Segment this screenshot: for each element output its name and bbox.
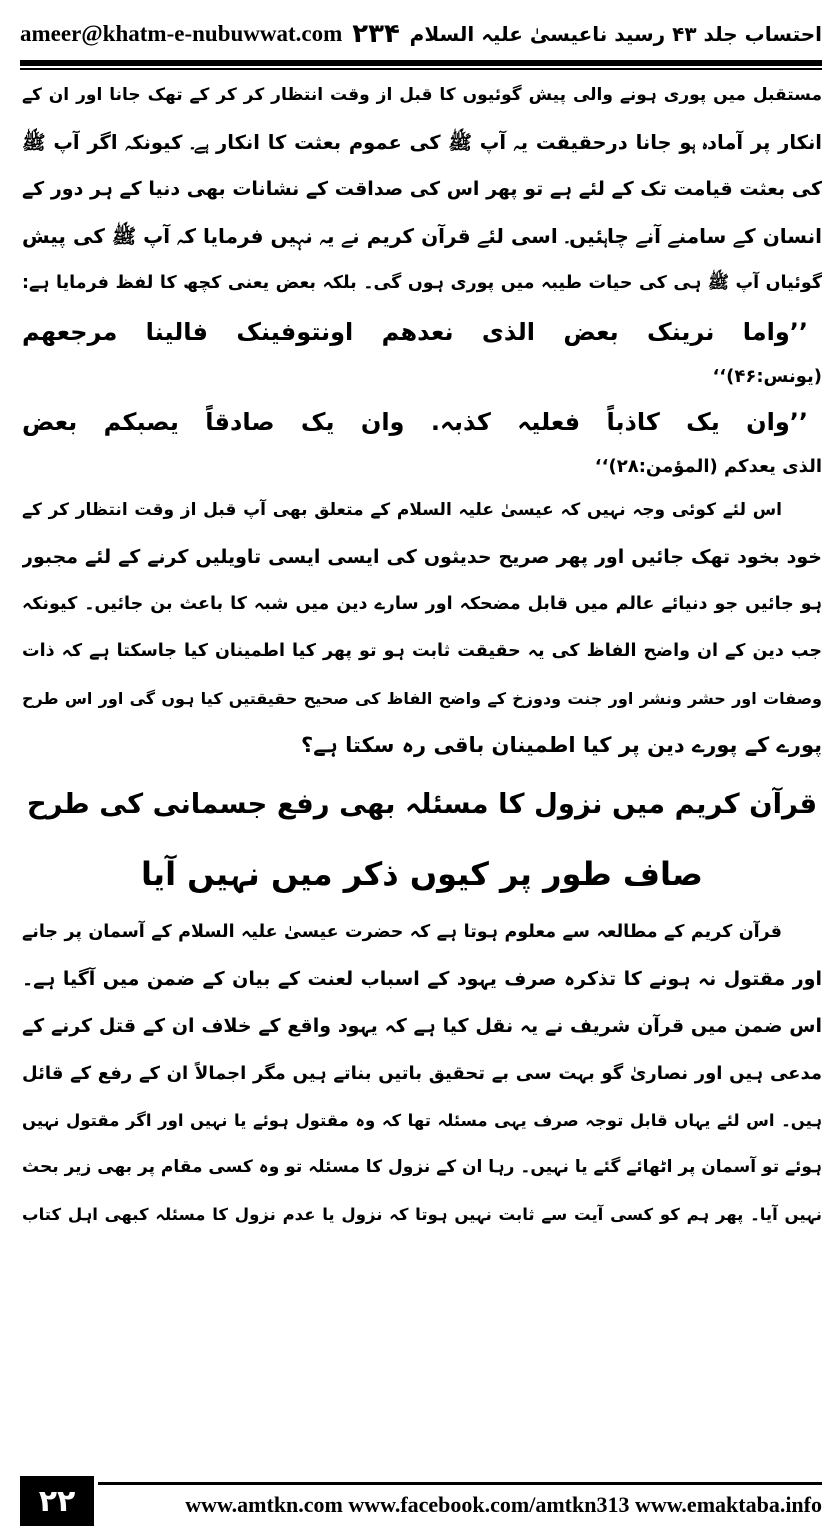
header-book-title: احتساب جلد ۴۳ رسید ناعیسیٰ علیہ السلام [409,22,822,46]
arabic-quote-line: ’’وان یک کاذباً فعلیہ کذبہ. وان یک صادقاً یصبکم بعض [22,408,808,436]
text-line: خود بخود تھک جائیں اور پھر صریح حدیثوں کی ایسی ایسی تاویلیں کرنے کے لئے مجبور [22,546,822,568]
text-line: ہو جائیں جو دنیائے عالم میں قابل مضحکہ اور سارے دین میں شبہ کا باعث بن جائیں۔ کیونکہ [22,594,822,614]
header-page-number: ۲۳۴ [352,19,400,49]
page-footer [20,1470,822,1532]
text-line: پورے کے پورے دین پر کیا اطمینان باقی رہ سکتا ہے؟ [301,733,822,757]
header-left [20,19,400,49]
text-line: اور مقتول نہ ہونے کا تذکرہ صرف یہود کے اسباب لعنت کے بیان کے ضمن میں آگیا ہے۔ [22,968,822,990]
paragraph-3 [22,909,822,1238]
header-rule-thin [20,68,822,70]
quran-quote-1 [22,307,822,397]
text-line: اس لئے کوئی وجہ نہیں کہ عیسیٰ علیہ السلام کے متعلق بھی آپ قبل از وقت انتظار کر کے [22,500,782,520]
section-heading [22,769,822,909]
footer-rule [98,1482,822,1485]
arabic-quote-line: ’’واما نرینک بعض الذی نعدھم اونتوفینک فالینا مرجعھم [22,318,808,346]
text-line: مدعی ہیں اور نصاریٰ گو بہت سی بے تحقیق باتیں بناتے ہیں مگر اجمالاً ان کے رفع کے قائل [22,1063,822,1084]
footer-websites: www.amtkn.com www.facebook.com/amtkn313 www.emaktaba.info [185,1492,822,1517]
page-content [22,72,822,1458]
text-line: گوئیاں آپ ﷺ ہی کی حیات طیبہ میں پوری ہوں گی۔ بلکہ بعض یعنی کچھ کا لفظ فرمایا ہے: [22,273,822,293]
text-line: نہیں آیا۔ پھر ہم کو کسی آیت سے ثابت نہیں ہوتا کہ نزول یا عدم نزول کا مسئلہ کبھی اہل کتاب [22,1205,822,1224]
header-rule-thick [20,60,822,66]
header-email: ameer@khatm-e-nubuwwat.com [20,21,343,46]
quote-reference: الذی یعدکم (المؤمن:۲۸)‘‘ [594,456,822,477]
text-line: کی بعثت قیامت تک کے لئے ہے تو پھر اس کی صداقت کے نشانات بھی دنیا کے ہر دور کے [22,178,822,200]
text-line: قرآن کریم کے مطالعہ سے معلوم ہوتا ہے کہ حضرت عیسیٰ علیہ السلام کے آسمان پر جانے [22,922,782,942]
paragraph-1 [22,72,822,307]
paragraph-2 [22,487,822,769]
text-line: انسان کے سامنے آنے چاہئیں۔ اسی لئے قرآن کریم نے یہ نہیں فرمایا کہ آپ ﷺ کی پیش [22,224,822,248]
text-line: وصفات اور حشر ونشر اور جنت ودوزخ کے واضح الفاظ کی صحیح حقیقتیں کیا ہوں گی اور اس طرح [22,689,822,708]
quran-quote-2 [22,397,822,487]
text-line: جب دین کے ان واضح الفاظ کی یہ حقیقت ثابت ہو تو پھر کیا اطمینان کیا جاسکتا ہے کہ ذات [22,641,822,661]
quote-reference: (یونس:۴۶)‘‘ [712,366,822,387]
text-line: اس ضمن میں قرآن شریف نے یہ نقل کیا ہے کہ یہود واقع کے خلاف ان کے قتل کرنے کے [22,1015,822,1037]
text-line: انکار پر آمادہ ہو جانا درحقیقت یہ آپ ﷺ کی عموم بعثت کا انکار ہے۔ کیونکہ اگر آپ ﷺ [22,131,822,154]
heading-line: قرآن کریم میں نزول کا مسئلہ بھی رفع جسمانی کی طرح [26,788,818,820]
heading-line: صاف طور پر کیوں ذکر میں نہیں آیا [141,855,703,893]
footer-page-number: ۲۲ [20,1476,94,1526]
text-line: ہیں۔ اس لئے یہاں قابل توجہ صرف یہی مسئلہ تھا کہ وہ مقتول ہوئے یا نہیں اور اگر مقتول نہیں [22,1111,822,1130]
text-line: ہوئے تو آسمان پر اٹھائے گئے یا نہیں۔ رہا ان کے نزول کا مسئلہ تو وہ کسی مقام پر بھی زیر بحث [22,1157,822,1177]
page-header [20,8,822,60]
text-line: مستقبل میں پوری ہونے والی پیش گوئیوں کا قبل از وقت انتظار کر کر کے تھک جانا اور ان کے [22,85,822,105]
